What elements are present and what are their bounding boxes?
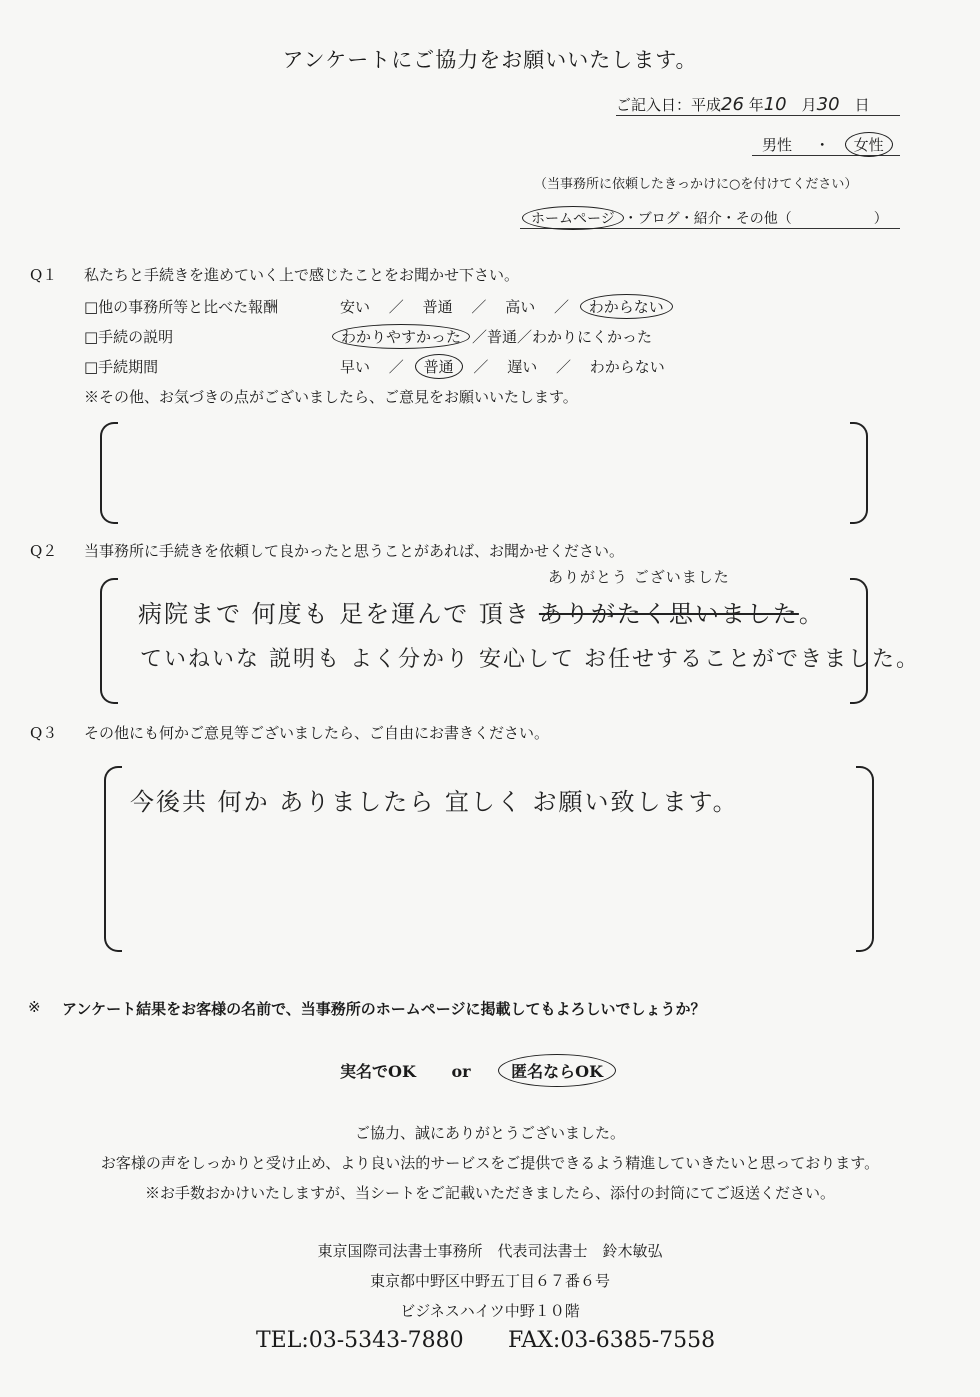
period-choice-unknown[interactable]: わからない [589, 358, 665, 376]
closing-thanks: ご協力、誠にありがとうございました。 [354, 1124, 625, 1142]
date-day[interactable]: 30 [816, 94, 840, 115]
q3-answer-bracket-right [856, 766, 874, 952]
date-day-unit: 日 [854, 96, 870, 114]
q2-answer-line1[interactable] [138, 594, 825, 629]
q1-explanation-label: □手続の説明 [84, 328, 174, 346]
separator: ／ [553, 298, 569, 316]
trigger-close: ） [873, 211, 888, 227]
separator: ／ [388, 358, 404, 376]
q1-number: Q１ [30, 266, 58, 284]
trigger-homepage-circled[interactable]: ホームページ [522, 206, 624, 230]
fee-choice-cheap[interactable]: 安い [340, 298, 371, 316]
q1-question: 私たちと手続きを進めていく上で感じたことをお聞かせ下さい。 [84, 266, 520, 284]
office-tel[interactable]: TEL:03-5343-7880 [256, 1328, 464, 1353]
office-address: 東京都中野区中野五丁目６７番６号 [369, 1272, 610, 1290]
q1-comment-bracket-right [850, 422, 868, 524]
q2-answer-line1-end: 。 [798, 600, 825, 628]
trigger-selection [520, 208, 900, 229]
office-name: 東京国際司法書士事務所 代表司法書士 鈴木敏弘 [317, 1242, 663, 1260]
publish-options [340, 1056, 608, 1085]
q1-fee-label: □他の事務所等と比べた報酬 [84, 298, 279, 316]
publish-real-name-option[interactable]: 実名でOK [340, 1062, 416, 1081]
q2-answer-struck-text: ありがたく思いました [538, 600, 799, 628]
page-title: アンケートにご協力をお願いいたします。 [282, 48, 698, 72]
separator: ／ [555, 358, 571, 376]
q3-answer[interactable]: 今後共 何か ありましたら 宜しく お願い致します。 [130, 788, 739, 816]
gender-selection [752, 134, 900, 156]
q2-answer-line1-text: 病院まで 何度も 足を運んで 頂き [138, 600, 531, 628]
period-choice-normal-circled[interactable]: 普通 [415, 354, 463, 379]
closing-line3: ※お手数おかけいたしますが、当シートをご記載いただきましたら、添付の封筒にてご返送ください。 [144, 1184, 835, 1202]
q3-number: Q３ [30, 724, 58, 742]
q1-fee-choices [340, 296, 665, 317]
trigger-others[interactable]: ・ブログ・紹介・その他（ [623, 211, 792, 227]
publish-anonymous-option-circled[interactable]: 匿名ならOK [498, 1054, 616, 1087]
date-year[interactable]: 26 [721, 94, 744, 115]
q1-comment-prompt: ※その他、お気づきの点がございましたら、ご意見をお願いいたします。 [84, 388, 578, 406]
trigger-note: （当事務所に依頼したきっかけに○を付けてください） [534, 177, 858, 192]
office-building: ビジネスハイツ中野１０階 [400, 1302, 580, 1320]
q2-question: 当事務所に手続きを依頼して良かったと思うことがあれば、お聞かせください。 [84, 542, 625, 560]
fee-choice-unknown-circled[interactable]: わからない [580, 294, 673, 319]
q1-comment-bracket-left [100, 422, 118, 524]
q1-period-label: □手続期間 [84, 358, 159, 376]
q2-answer-bracket-right [850, 578, 868, 704]
q1-period-choices [340, 356, 665, 377]
gender-male[interactable]: 男性 [762, 136, 793, 154]
office-fax[interactable]: FAX:03-6385-7558 [508, 1328, 716, 1353]
date-month-unit: 月 [801, 96, 817, 114]
date-line [616, 94, 900, 116]
period-choice-fast[interactable]: 早い [340, 358, 371, 376]
publish-mark: ※ [28, 998, 41, 1016]
q1-explanation-choices [340, 326, 652, 347]
q2-number: Q２ [30, 542, 58, 560]
date-month[interactable]: 10 [763, 94, 787, 115]
q2-correction: ありがとう ございました [548, 568, 730, 586]
closing-line2: お客様の声をしっかりと受け止め、より良い法的サービスをご提供できるよう精進していきたいと思っております。 [100, 1154, 880, 1172]
gender-separator: ・ [814, 136, 830, 154]
fee-choice-normal[interactable]: 普通 [422, 298, 453, 316]
q3-question: その他にも何かご意見等ございましたら、ご自由にお書きください。 [84, 724, 550, 742]
gender-female-circled[interactable]: 女性 [845, 132, 893, 157]
fee-choice-high[interactable]: 高い [505, 298, 536, 316]
separator: ／ [473, 358, 489, 376]
explanation-choice-rest[interactable]: ／普通／わかりにくかった [472, 328, 653, 346]
q3-answer-bracket-left [104, 766, 122, 952]
explanation-choice-clear-circled[interactable]: わかりやすかった [332, 324, 470, 349]
q2-answer-line2[interactable]: ていねいな 説明も よく分かり 安心して お任せすることができました。 [140, 647, 920, 672]
date-year-unit: 年 [748, 96, 764, 114]
publish-question: アンケート結果をお客様の名前で、当事務所のホームページに掲載してもよろしいでしょうか？ [62, 1000, 706, 1018]
period-choice-slow[interactable]: 遅い [507, 358, 538, 376]
q2-answer-bracket-left [100, 578, 118, 704]
separator: ／ [471, 298, 487, 316]
date-label: ご記入日：平成 [616, 96, 722, 114]
separator: ／ [388, 298, 404, 316]
publish-or: or [451, 1062, 471, 1081]
